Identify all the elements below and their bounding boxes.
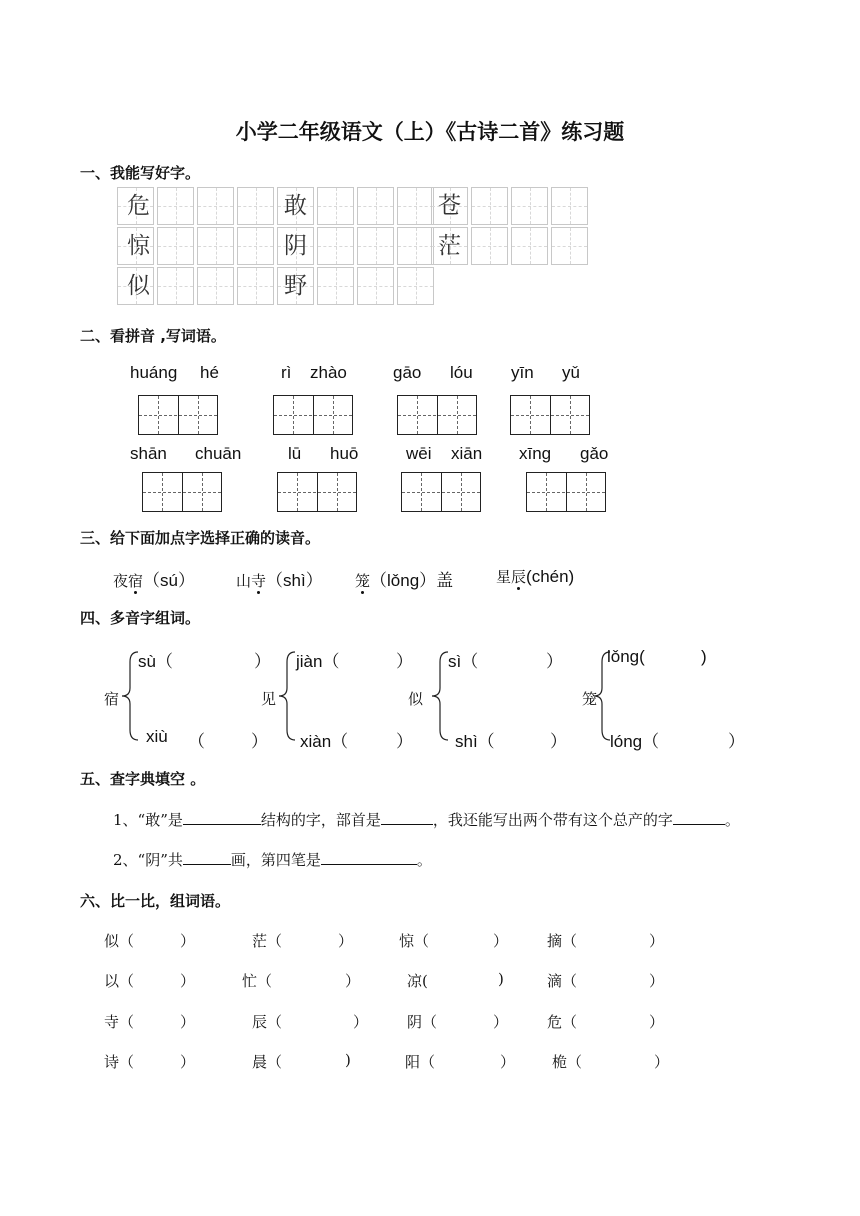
compare-item: 凉( (407, 972, 428, 990)
compare-item: 辰（ (252, 1013, 283, 1031)
compare-bracket: ） (180, 932, 196, 950)
poly-char: 宿 (104, 690, 120, 708)
compare-bracket: ） (180, 1053, 196, 1071)
poly-reading: xiàn（ (300, 732, 349, 751)
pinyin-label: huō (330, 444, 359, 463)
pinyin-label: lóu (450, 363, 473, 382)
poly-bracket: （ (188, 732, 205, 751)
compare-bracket: ） (649, 972, 665, 990)
answer-box[interactable] (397, 395, 477, 435)
pinyin-label: shān (130, 444, 167, 463)
reading-item: 星辰(chén) (496, 567, 575, 586)
poly-reading: shì（ (455, 732, 495, 751)
poly-bracket: ） (546, 652, 563, 671)
poly-bracket: ） (396, 652, 413, 671)
poly-reading: xiù (146, 727, 168, 746)
compare-bracket: ) (345, 1051, 351, 1069)
poly-bracket: ) (701, 647, 707, 666)
compare-item: 滴（ (547, 972, 578, 990)
compare-bracket: ） (345, 972, 361, 990)
answer-box[interactable] (277, 472, 357, 512)
pinyin-label: huáng (130, 363, 178, 382)
poly-bracket: ） (251, 732, 268, 751)
section-5-heading: 五、查字典填空 。 (80, 770, 206, 788)
poly-bracket: ） (254, 652, 271, 671)
write-char: 茫 (438, 233, 461, 259)
compare-item: 惊（ (399, 932, 430, 950)
pinyin-label: xiān (451, 444, 483, 463)
compare-item: 晨（ (252, 1053, 283, 1071)
poly-char: 笼 (582, 690, 598, 708)
pinyin-label: xīng (519, 444, 552, 463)
reading-item: 夜宿（sú） (113, 571, 195, 590)
answer-box[interactable] (526, 472, 606, 512)
compare-bracket: ） (649, 932, 665, 950)
answer-box[interactable] (142, 472, 222, 512)
poly-reading: lóng（ (610, 732, 660, 751)
compare-item: 以（ (104, 972, 135, 990)
answer-box[interactable] (401, 472, 481, 512)
compare-item: 茫（ (252, 932, 283, 950)
poly-bracket: ） (396, 732, 413, 751)
pinyin-label: zhào (310, 363, 347, 382)
write-char: 野 (284, 273, 307, 299)
compare-bracket: ） (493, 1013, 509, 1031)
poly-bracket: ） (550, 732, 567, 751)
answer-box[interactable] (510, 395, 590, 435)
compare-bracket: ） (353, 1013, 369, 1031)
fill-blank[interactable] (673, 808, 725, 825)
compare-item: 诗（ (104, 1053, 135, 1071)
poly-bracket: ） (728, 732, 745, 751)
section-2-heading: 二、看拼音 ,写词语。 (80, 327, 226, 345)
fill-blank[interactable] (321, 848, 417, 865)
answer-box[interactable] (273, 395, 353, 435)
write-char: 敢 (284, 193, 307, 219)
compare-item: 摘（ (547, 932, 578, 950)
compare-bracket: ） (500, 1053, 516, 1071)
compare-bracket: ） (493, 932, 509, 950)
compare-item: 寺（ (104, 1013, 135, 1031)
compare-bracket: ） (649, 1013, 665, 1031)
answer-box[interactable] (138, 395, 218, 435)
section-3-heading: 三、给下面加点字选择正确的读音。 (80, 529, 321, 547)
compare-item: 阳（ (405, 1053, 436, 1071)
poly-char: 见 (261, 690, 277, 708)
pinyin-label: yīn (511, 363, 534, 382)
poly-reading: jiàn（ (296, 652, 340, 671)
fill-blank[interactable] (381, 808, 433, 825)
compare-bracket: ） (654, 1053, 670, 1071)
compare-bracket: ） (180, 972, 196, 990)
compare-item: 似（ (104, 932, 135, 950)
reading-item: 山寺（shì） (236, 571, 323, 590)
page-title: 小学二年级语文（上）《古诗二首》练习题 (235, 120, 625, 144)
write-char: 似 (127, 273, 150, 299)
pinyin-label: gāo (393, 363, 422, 382)
poly-reading: lǒng( (607, 647, 645, 666)
poly-char: 似 (408, 690, 424, 708)
compare-item: 忙（ (242, 972, 273, 990)
pinyin-label: rì (281, 363, 292, 382)
dict-question-1: 1、“敢”是 结构的字，部首是 ，我还能写出两个带有这个总产的字 。 (113, 808, 740, 830)
pinyin-label: gǎo (580, 444, 609, 463)
compare-bracket: ) (498, 970, 504, 988)
section-1-heading: 一、我能写好字。 (80, 164, 201, 182)
fill-blank[interactable] (183, 848, 231, 865)
reading-item: 笼（lǒng）盖 (355, 571, 454, 590)
compare-item: 阴（ (407, 1013, 438, 1031)
pinyin-label: chuān (195, 444, 242, 463)
section-4-heading: 四、多音字组词。 (80, 609, 201, 627)
section-6-heading: 六、比一比，组词语。 (80, 892, 231, 910)
compare-bracket: ） (338, 932, 354, 950)
write-char: 苍 (438, 193, 461, 219)
compare-item: 桅（ (552, 1053, 583, 1071)
poly-reading: sù（ (138, 652, 173, 671)
compare-item: 危（ (547, 1013, 578, 1031)
compare-bracket: ） (180, 1013, 196, 1031)
pinyin-label: lū (288, 444, 302, 463)
fill-blank[interactable] (183, 808, 261, 825)
pinyin-label: wēi (406, 444, 432, 463)
pinyin-label: hé (200, 363, 219, 382)
write-char: 危 (127, 193, 150, 219)
write-char: 阴 (284, 233, 307, 259)
pinyin-label: yǔ (562, 363, 580, 382)
poly-reading: sì（ (448, 652, 479, 671)
dict-question-2: 2、“阴”共 画，第四笔是 。 (113, 848, 432, 870)
write-char: 惊 (127, 233, 150, 259)
